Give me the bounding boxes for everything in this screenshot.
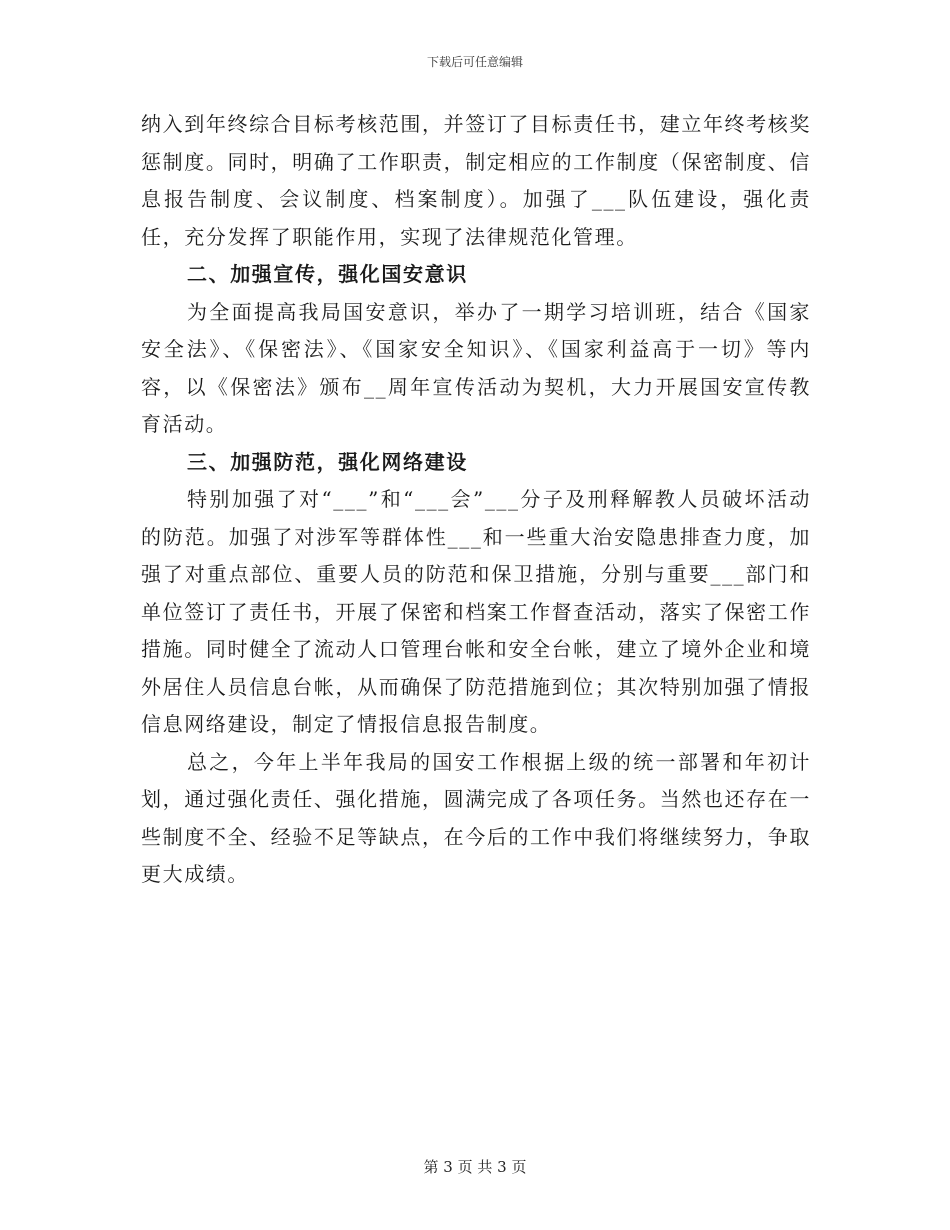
paragraph-4: 总之，今年上半年我局的国安工作根据上级的统一部署和年初计划，通过强化责任、强化措施，圆满完成了各项任务。当然也还存在一些制度不全、经验不足等缺点，在今后的工作中我们将继续努力，争取更大成绩。 (141, 749, 811, 886)
page-header: 下载后可任意编辑 (426, 55, 523, 69)
page-footer: 第 3 页 共 3 页 (423, 1158, 527, 1176)
section-heading-2: 二、加强宣传，强化国安意识 (187, 262, 468, 286)
paragraph-2: 为全面提高我局国安意识，举办了一期学习培训班，结合《国家安全法》、《保密法》、《国家安全知识》、《国家利益高于一切》等内容，以《保密法》颁布__周年宣传活动为契机，大力开展国安宣传教育活动。 (141, 299, 811, 436)
document-body (141, 106, 811, 894)
paragraph-3: 特别加强了对“___”和“___会”___分子及刑释解教人员破坏活动的防范。加强了对涉军等群体性___和一些重大治安隐患排查力度，加强了对重点部位、重要人员的防范和保卫措施，分别与重要___部门和单位签订了责任书，开展了保密和档案工作督查活动，落实了保密工作措施。同时健全了流动人口管理台帐和安全台帐，建立了境外企业和境外居住人员信息台帐，从而确保了防范措施到位；其次特别加强了情报信息网络建设，制定了情报信息报告制度。 (141, 487, 811, 736)
paragraph-1: 纳入到年终综合目标考核范围，并签订了目标责任书，建立年终考核奖惩制度。同时，明确了工作职责，制定相应的工作制度（保密制度、信息报告制度、会议制度、档案制度）。加强了___队伍建设，强化责任，充分发挥了职能作用，实现了法律规范化管理。 (141, 112, 811, 249)
section-heading-3: 三、加强防范，强化网络建设 (187, 449, 468, 474)
